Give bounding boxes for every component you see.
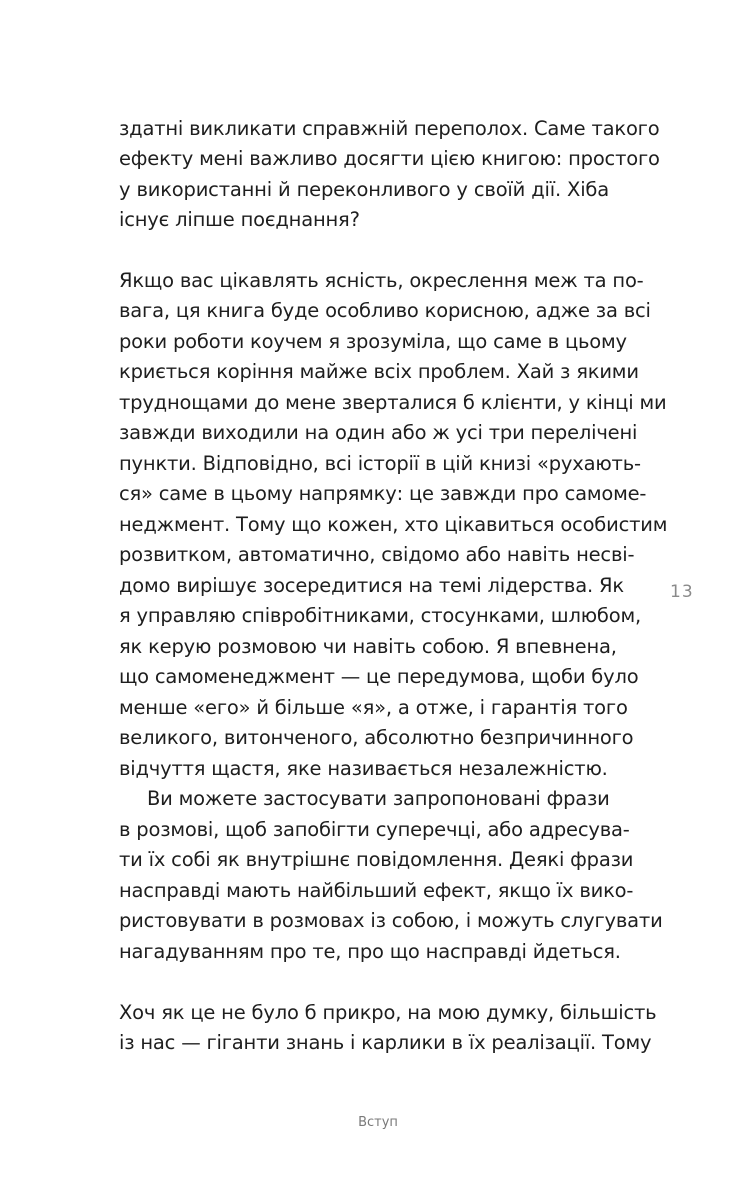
text-line: що самоменеджмент — це передумова, щоби було [119,665,639,688]
text-line: як керую розмовою чи навіть собою. Я впевнена, [119,635,617,658]
text-line: у використанні й переконливого у своїй дії. Хіба [119,178,609,201]
text-line: нагадуванням про те, про що насправді йдеться. [119,940,621,963]
text-line: здатні викликати справжній переполох. Саме такого [119,117,660,140]
text-line: пункти. Відповідно, всі історії в цій книзі «рухають- [119,452,641,475]
text-line: я управляю співробітниками, стосунками, шлюбом, [119,604,641,627]
text-line: труднощами до мене зверталися б клієнти, у кінці ми [119,391,667,414]
text-line: завжди виходили на один або ж усі три перелічені [119,421,638,444]
text-line: менше «его» й більше «я», а отже, і гарантія того [119,696,628,719]
text-line: Хоч як це не було б прикро, на мою думку, більшість [119,1001,657,1024]
text-line: відчуття щастя, яке називається незалежністю. [119,757,608,780]
page-number: 13 [670,582,694,602]
text-line: ристовувати в розмовах із собою, і можуть слугувати [119,909,663,932]
text-line: домо вирішує зосередитися на темі лідерства. Як [119,574,624,597]
text-line: із нас — гіганти знань і карлики в їх реалізації. Тому [119,1031,652,1054]
text-line: великого, витонченого, абсолютно безпричинного [119,726,634,749]
running-footer: Вступ [358,1115,398,1130]
text-line: Ви можете застосувати запропоновані фрази [147,787,610,810]
text-line: ефекту мені важливо досягти цією книгою: простого [119,147,660,170]
text-line: розвитком, автоматично, свідомо або навіть несві- [119,543,635,566]
text-line: існує ліпше поєднання? [119,208,360,231]
text-line: насправді мають найбільший ефект, якщо їх вико- [119,879,634,902]
text-line: вага, ця книга буде особливо корисною, адже за всі [119,299,651,322]
text-line: ти їх собі як внутрішнє повідомлення. Деякі фрази [119,848,634,871]
text-line: ся» саме в цьому напрямку: це завжди про самоме- [119,482,647,505]
text-line: Якщо вас цікавлять ясність, окреслення меж та по- [119,269,644,292]
text-line: роки роботи коучем я зрозуміла, що саме в цьому [119,330,627,353]
text-line: в розмові, щоб запобігти суперечці, або адресува- [119,818,630,841]
text-line: неджмент. Тому що кожен, хто цікавиться особистим [119,513,668,536]
text-line: криється коріння майже всіх проблем. Хай з якими [119,360,639,383]
